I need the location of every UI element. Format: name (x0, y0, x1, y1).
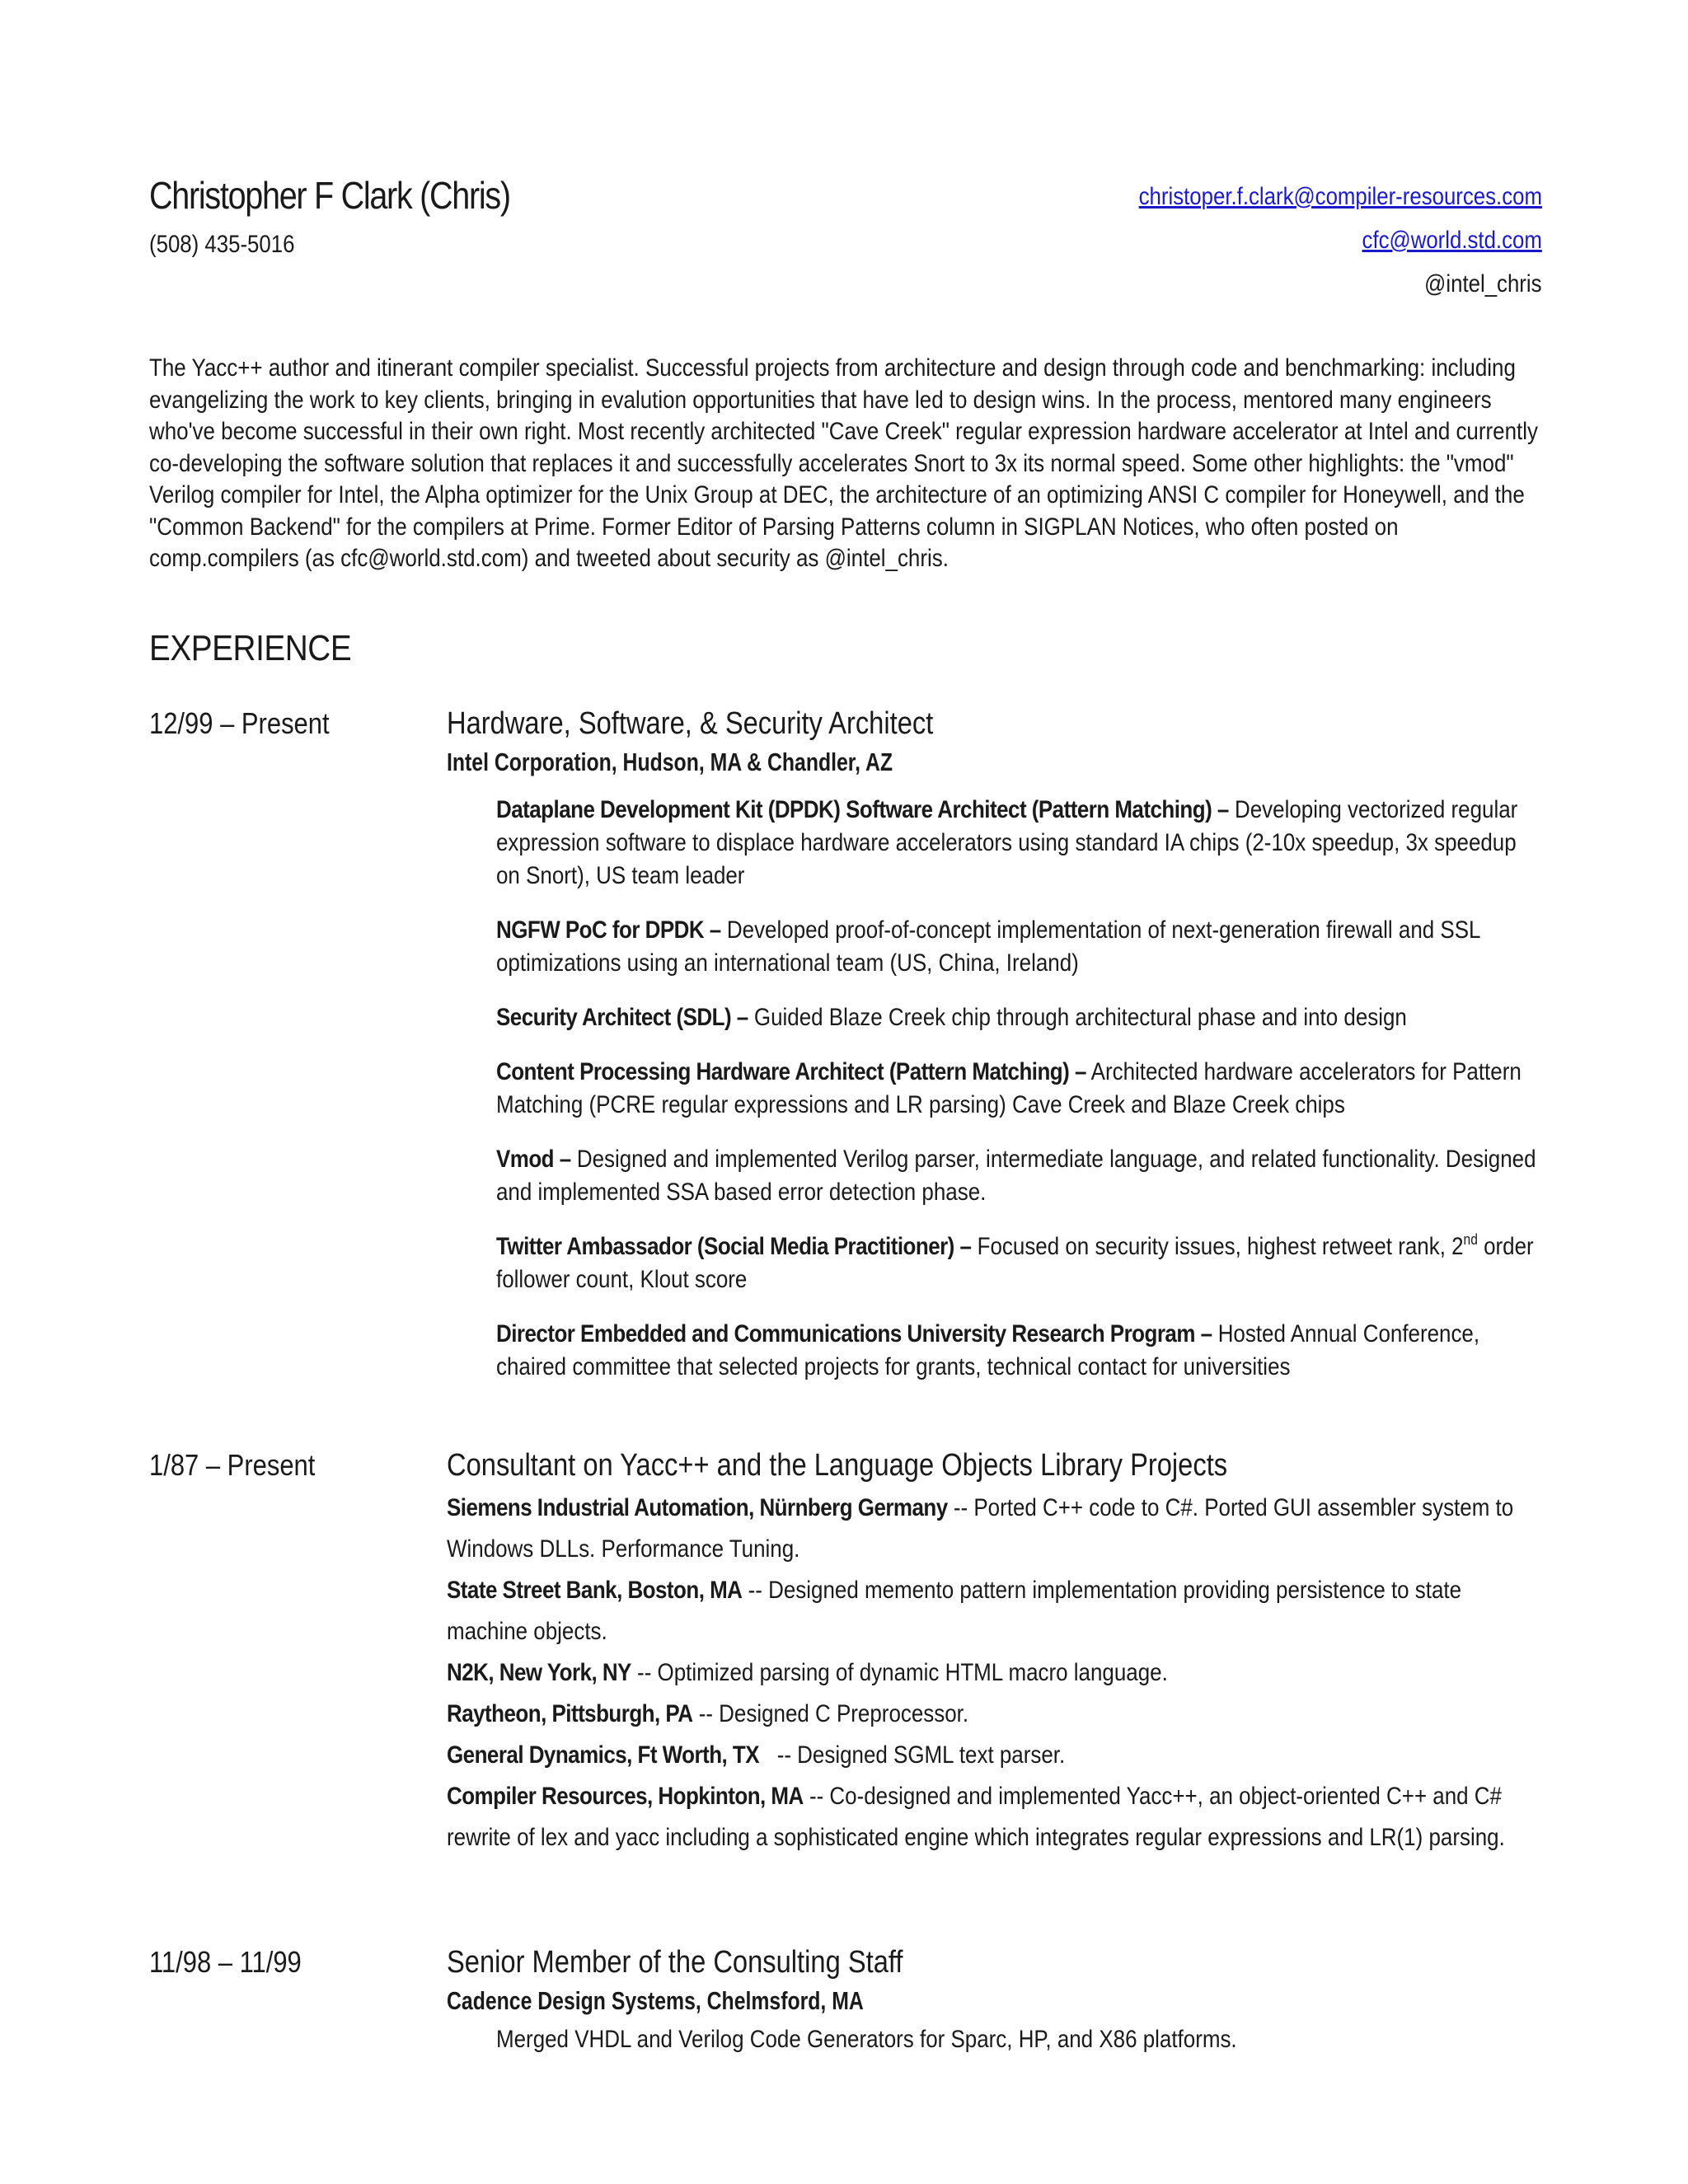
client-description: -- Optimized parsing of dynamic HTML macro language. (631, 1659, 1168, 1686)
client-description: -- Designed memento pattern implementation providing persistence to state machine objects. (447, 1577, 1462, 1645)
role-title: NGFW PoC for DPDK – (496, 916, 721, 944)
role-description: Developed proof-of-concept implementation of next-generation firewall and SSL optimizations using an international team (US, China, Ireland) (496, 916, 1480, 977)
client-description: -- Designed SGML text parser. (759, 1741, 1066, 1769)
client-list (447, 1488, 1537, 1858)
client-name: General Dynamics, Ft Worth, TX (447, 1741, 760, 1769)
client-item (447, 1652, 1537, 1694)
role-item (496, 1318, 1545, 1384)
client-item (447, 1776, 1537, 1858)
role-title: Dataplane Development Kit (DPDK) Software Architect (Pattern Matching) – (496, 796, 1229, 823)
role-description: Architected hardware accelerators for Pattern Matching (PCRE regular expressions and LR parsing) Cave Creek and Blaze Creek chips (496, 1058, 1522, 1118)
job-body (447, 1448, 1543, 1858)
summary-paragraph: The Yacc++ author and itinerant compiler specialist. Successful projects from architecture and design through code and benchmarking: including evangelizing the work to key clients, bringing in evalution opportunities that have led to design wins. In the process, mentored many engineers who've become successful in their own right. Most recently architected "Cave Creek" regular expression hardware accelerator at Intel and currently co-developing the software solution that replaces it and successfully accelerates Snort to 3x its normal speed. Some other highlights: the "vmod" Verilog compiler for Intel, the Alpha optimizer for the Unix Group at DEC, the architecture of an optimizing ANSI C compiler for Honeywell, and the "Common Backend" for the compilers at Prime. Former Editor of Parsing Patterns column in SIGPLAN Notices, who often posted on comp.compilers (as cfc@world.std.com) and tweeted about security as @intel_chris. (149, 354, 1538, 572)
role-list (496, 794, 1543, 1384)
role-title: Director Embedded and Communications University Research Program – (496, 1320, 1212, 1347)
job-dates: 12/99 – Present (149, 706, 330, 740)
job-body (447, 1945, 1543, 2054)
role-item (496, 914, 1545, 980)
role-description-cont: order follower count, Klout score (496, 1233, 1534, 1293)
job-dates: 11/98 – 11/99 (149, 1945, 302, 1979)
client-name: Raytheon, Pittsburgh, PA (447, 1700, 693, 1727)
client-description: -- Co-designed and implemented Yacc++, an object-oriented C++ and C# rewrite of lex and yacc including a sophisticated engine which integrates regular expressions and LR(1) parsing. (447, 1783, 1505, 1851)
role-title: Twitter Ambassador (Social Media Practitioner) – (496, 1233, 972, 1260)
client-name: N2K, New York, NY (447, 1659, 631, 1686)
job-title: Senior Member of the Consulting Staff (447, 1945, 903, 1980)
client-name: Siemens Industrial Automation, Nürnberg Germany (447, 1494, 948, 1521)
role-title: Vmod – (496, 1146, 571, 1173)
client-item (447, 1694, 1537, 1735)
role-description: Developing vectorized regular expression software to displace hardware accelerators using standard IA chips (2-10x speedup, 3x speedup on Snort), US team leader (496, 796, 1518, 889)
job-title: Hardware, Software, & Security Architect (447, 706, 934, 741)
role-item (496, 794, 1545, 893)
job-company: Cadence Design Systems, Chelmsford, MA (447, 1986, 864, 2015)
client-item (447, 1488, 1537, 1570)
client-name: State Street Bank, Boston, MA (447, 1577, 743, 1604)
role-item (496, 1143, 1545, 1209)
role-title: Security Architect (SDL) – (496, 1004, 748, 1031)
job-description: Merged VHDL and Verilog Code Generators for Sparc, HP, and X86 platforms. (496, 2026, 1237, 2053)
role-item (496, 1230, 1545, 1296)
role-description: Focused on security issues, highest retweet rank, 2 (971, 1233, 1464, 1260)
client-item (447, 1570, 1537, 1652)
candidate-name: Christopher F Clark (Chris) (149, 174, 510, 217)
client-description: -- Designed C Preprocessor. (692, 1700, 969, 1727)
email-secondary-line (1362, 227, 1542, 255)
role-title: Content Processing Hardware Architect (Pattern Matching) – (496, 1058, 1086, 1085)
client-description: -- Ported C++ code to C#. Ported GUI assembler system to Windows DLLs. Performance Tuning. (447, 1494, 1514, 1563)
email-primary-link[interactable]: christoper.f.clark@compiler-resources.com (1138, 183, 1542, 210)
job-company: Intel Corporation, Hudson, MA & Chandler, AZ (447, 748, 893, 776)
twitter-handle: @intel_chris (1424, 270, 1542, 298)
email-secondary-link[interactable]: cfc@world.std.com (1362, 227, 1542, 254)
job-body (447, 706, 1543, 1405)
role-item (496, 1056, 1545, 1122)
email-primary-line (1139, 183, 1542, 211)
job-title: Consultant on Yacc++ and the Language Objects Library Projects (447, 1448, 1228, 1483)
phone-number: (508) 435-5016 (149, 231, 295, 258)
role-item (496, 1001, 1545, 1034)
role-description: Hosted Annual Conference, chaired committee that selected projects for grants, technical contact for universities (496, 1320, 1480, 1380)
role-description: Designed and implemented Verilog parser, intermediate language, and related functionality. Designed and implemented SSA based error detection phase. (496, 1146, 1536, 1206)
job-dates: 1/87 – Present (149, 1448, 316, 1482)
client-item (447, 1735, 1537, 1776)
role-description: Guided Blaze Creek chip through architectural phase and into design (748, 1004, 1407, 1031)
client-name: Compiler Resources, Hopkinton, MA (447, 1783, 804, 1810)
section-heading-experience: EXPERIENCE (149, 628, 352, 668)
ordinal-suffix: nd (1463, 1231, 1478, 1248)
